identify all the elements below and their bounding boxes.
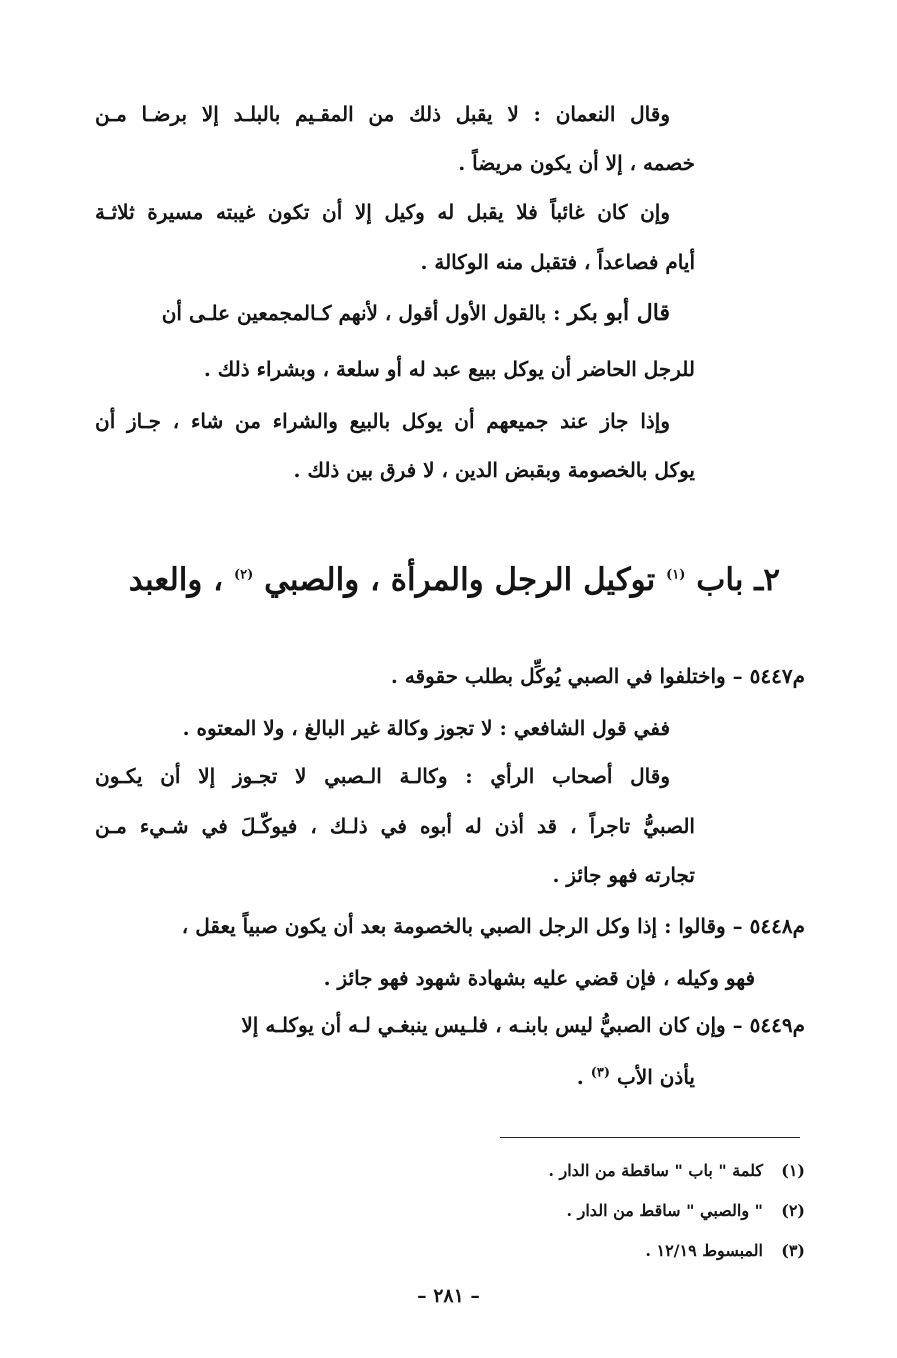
page-number: – ٢٨١ – bbox=[417, 1285, 480, 1307]
heading-footnote-2: (٢) bbox=[233, 567, 254, 583]
ashab-alray-line-3: تجارته فهو جائز . bbox=[552, 863, 695, 887]
footnote-ref-3: (٣) bbox=[590, 1065, 611, 1081]
chapter-heading bbox=[120, 555, 780, 605]
paragraph-3-line-2: للرجل الحاضر أن يوكل ببيع عبد له أو سلعة ، وبشراء ذلك . bbox=[203, 357, 695, 381]
footnote-1 bbox=[400, 1157, 805, 1185]
entry-text: – واختلفوا في الصبي يُوكِّل بطلب حقوقه . bbox=[390, 664, 750, 688]
entry-5447-line-1 bbox=[95, 659, 805, 693]
entry-text: يأذن الأب bbox=[616, 1065, 695, 1089]
speaker-name: قال أبو بكر bbox=[567, 300, 670, 326]
footnote-text: كلمة " باب " ساقطة من الدار . bbox=[548, 1161, 763, 1180]
footnote-3 bbox=[400, 1237, 805, 1265]
entry-text: – وقالوا : إذا وكل الرجل الصبي بالخصومة بعد أن يكون صبياً يعقل ، bbox=[181, 914, 750, 938]
paragraph-3-line-1 bbox=[95, 296, 670, 330]
ashab-alray-line-2: الصبيُّ تاجراً ، قد أذن له أبوه في ذلـك ، فيوكّـلَ في شـيء مـن bbox=[95, 814, 695, 838]
paragraph-3-line-1-rest: : بالقول الأول أقول ، لأنهم كـالمجمعين علـى أن bbox=[161, 301, 568, 325]
entry-5449-line-2 bbox=[95, 1060, 695, 1094]
entry-text: – وإن كان الصبيُّ ليس بابنـه ، فلـيس ينبغـي لـه أن يوكلـه إلا bbox=[241, 1013, 750, 1037]
footnote-text: " والصبي " ساقط من الدار . bbox=[566, 1201, 763, 1220]
heading-footnote-1: (١) bbox=[666, 567, 686, 583]
paragraph-4-line-2: يوكل بالخصومة وبقبض الدين ، لا فرق بين ذلك . bbox=[293, 458, 695, 482]
footnote-2 bbox=[400, 1197, 805, 1225]
paragraph-2-line-1: وإن كان غائباً فلا يقبل له وكيل إلا أن تكون غيبته مسيرة ثلاثـة bbox=[95, 200, 670, 224]
ashab-alray-line-1: وقال أصحاب الرأي : وكالـة الـصبي لا تجـوز إلا أن يكـون bbox=[95, 764, 670, 788]
entry-5448-line-1 bbox=[95, 909, 805, 943]
paragraph-2-line-2: أيام فصاعداً ، فتقبل منه الوكالة . bbox=[420, 250, 695, 274]
paragraph-4-line-1: وإذا جاز عند جميعهم أن يوكل بالبيع والشراء من شاء ، جـاز أن bbox=[95, 409, 670, 433]
entry-number: م٥٤٤٧ bbox=[749, 664, 805, 688]
paragraph-1-line-2: خصمه ، إلا أن يكون مريضاً . bbox=[458, 151, 695, 175]
shafii-opinion-line: ففي قول الشافعي : لا تجوز وكالة غير البالغ ، ولا المعتوه . bbox=[182, 716, 670, 740]
heading-prefix: ٢ـ باب bbox=[696, 562, 780, 598]
footnote-number: (٢) bbox=[781, 1201, 805, 1220]
footnote-number: (١) bbox=[781, 1161, 805, 1180]
footnote-number: (٣) bbox=[781, 1241, 805, 1260]
heading-middle: توكيل الرجل والمرأة ، والصبي bbox=[264, 562, 656, 598]
entry-text-end: . bbox=[576, 1065, 591, 1089]
entry-number: م٥٤٤٨ bbox=[749, 914, 805, 938]
footnote-divider bbox=[500, 1137, 800, 1138]
footnote-text: المبسوط ١٢/١٩ . bbox=[645, 1241, 763, 1260]
heading-suffix: ، والعبد bbox=[128, 562, 224, 598]
entry-5449-line-1 bbox=[95, 1008, 805, 1042]
paragraph-1-line-1: وقال النعمان : لا يقبل ذلك من المقـيم بالبلـد إلا برضـا مـن bbox=[95, 102, 670, 126]
entry-number: م٥٤٤٩ bbox=[749, 1013, 805, 1037]
entry-5448-line-2: فهو وكيله ، فإن قضي عليه بشهادة شهود فهو جائز . bbox=[323, 966, 755, 990]
